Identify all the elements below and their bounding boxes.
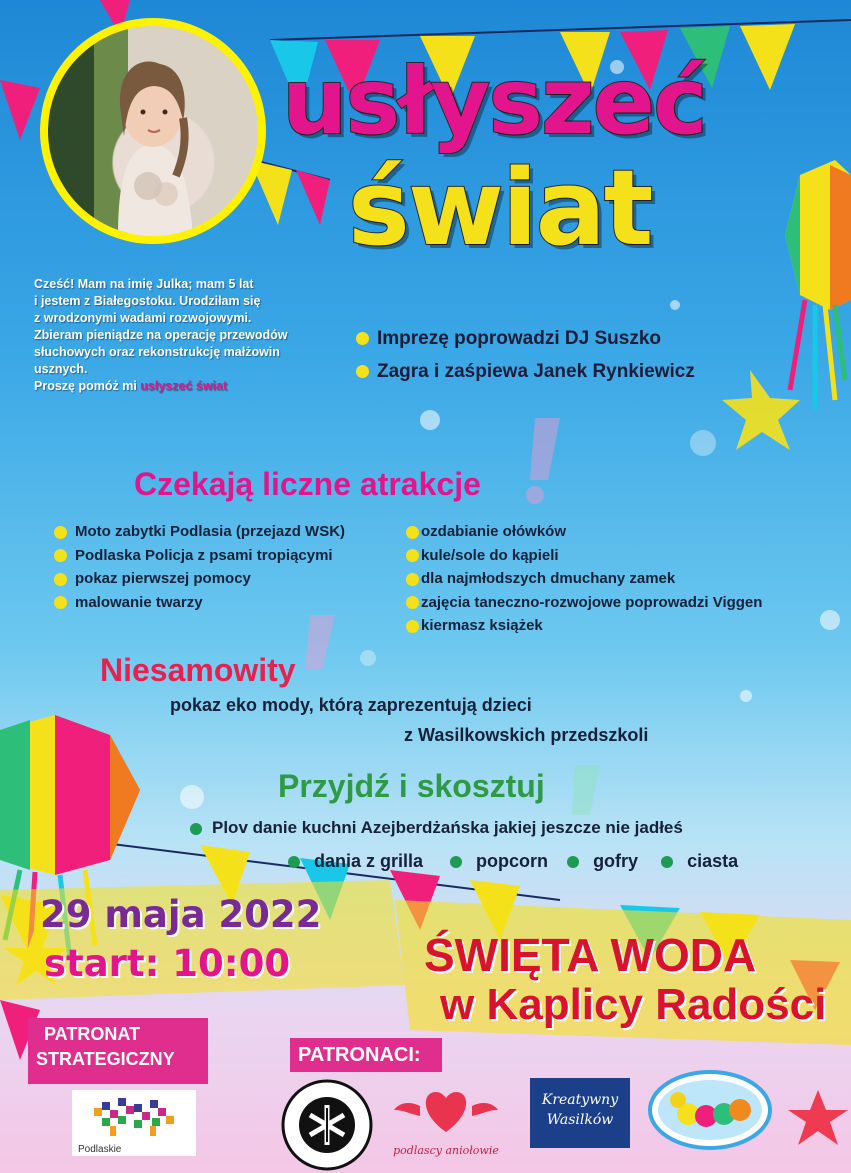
list-item [406, 544, 762, 568]
list-item-text: dla najmłodszych dmuchany zamek [421, 570, 676, 587]
fashion-heading: Niesamowity [100, 652, 296, 688]
list-item [406, 591, 762, 615]
bullet-icon [54, 573, 67, 586]
event-place-line-2: w Kaplicy Radości [440, 980, 827, 1029]
bullet-icon [661, 856, 673, 868]
attractions-right-list [406, 520, 762, 638]
list-item-text: pokaz pierwszej pomocy [75, 570, 251, 587]
strategic-patron-label [28, 1018, 208, 1084]
food-heading: Przyjdź i skosztuj [278, 768, 545, 804]
kindergarten-logo [648, 1070, 772, 1150]
podlascy-aniolowie-logo [390, 1080, 502, 1164]
podlascy-aniolowie-text: podlascy aniołowie [393, 1144, 499, 1157]
kreatywny-line-2: Wasilków [546, 1112, 614, 1128]
list-item [54, 591, 345, 615]
bullet-icon [567, 856, 579, 868]
intro-line: z wrodzonymi wadami rozwojowymi. [34, 311, 252, 325]
list-item-text: zajęcia taneczno-rozwojowe poprowadzi Viggen [421, 593, 763, 611]
bullet-icon [288, 856, 300, 868]
girl-photo [48, 26, 258, 236]
bullet-icon [54, 526, 67, 539]
kindergarten-caterpillar-icon [648, 1070, 772, 1150]
list-item [54, 567, 345, 591]
list-item: gofry [593, 851, 639, 871]
bullet-icon [450, 856, 462, 868]
list-item: popcorn [476, 851, 549, 871]
kreatywny-line-1: Kreatywny [541, 1092, 619, 1108]
title-line-2: świat [348, 147, 652, 269]
girl-photo-frame [40, 18, 266, 244]
intro-plea [34, 378, 334, 395]
winged-heart-icon [390, 1080, 502, 1140]
fashion-line-1: pokaz eko mody, którą zaprezentują dzieci [170, 695, 532, 715]
bullet-icon [406, 573, 419, 586]
patrons-label: PATRONACI: [290, 1038, 442, 1072]
bison-logo-icon [72, 1090, 196, 1140]
list-item [54, 544, 345, 568]
strategic-patron-line-2: STRATEGICZNY [36, 1049, 175, 1069]
list-item-text: kiermasz książek [421, 617, 543, 634]
list-item [406, 520, 762, 544]
host-singer-text: Zagra i zaśpiewa Janek Rynkiewicz [377, 361, 695, 382]
food-main [190, 816, 683, 840]
intro-line: słuchowych oraz rekonstrukcję małżowin [34, 345, 280, 359]
podlaskie-logo-text: Podlaskie [78, 1144, 122, 1155]
podlaskie-logo [72, 1090, 196, 1156]
list-item-text: Moto zabytki Podlasia (przejazd WSK) [75, 523, 346, 540]
bullet-icon [356, 365, 369, 378]
bullet-icon [406, 620, 419, 633]
attractions-left-list [54, 520, 345, 614]
intro-line: Cześć! Mam na imię Julka; mam 5 lat [34, 277, 254, 291]
title-line-1: usłyszeć [282, 48, 706, 155]
bullet-icon [190, 823, 202, 835]
list-item-text: ozdabianie ołówków [421, 523, 567, 540]
girl-portrait-icon [48, 26, 258, 236]
list-item [406, 567, 762, 591]
bullet-icon [54, 549, 67, 562]
intro-plea-prefix: Proszę pomóż mi [34, 379, 137, 393]
event-date: 29 maja 2022 [40, 893, 322, 936]
attractions-heading: Czekają liczne atrakcje [134, 466, 481, 502]
list-item-text: Podlaska Policja z psami tropiącymi [75, 546, 333, 564]
list-item-text: kule/sole do kąpieli [421, 546, 559, 564]
lantern-right [785, 160, 851, 410]
list-item: dania z grilla [314, 851, 424, 871]
intro-plea-highlight: usłyszeć świat [140, 379, 228, 393]
host-singer [356, 361, 695, 383]
intro-text [34, 276, 334, 395]
fashion-line-2: z Wasilkowskich przedszkoli [404, 725, 649, 745]
host-dj-text: Imprezę poprowadzi DJ Suszko [377, 328, 661, 349]
rescue-group-logo [280, 1078, 374, 1172]
bullet-icon [406, 526, 419, 539]
host-dj [356, 328, 661, 350]
bullet-icon [406, 549, 419, 562]
intro-line: Zbieram pieniądze na operację przewodów [34, 328, 288, 342]
list-item [54, 520, 345, 544]
bullet-icon [54, 596, 67, 609]
list-item [406, 614, 762, 638]
kreatywny-wasilkow-logo [530, 1078, 630, 1148]
list-item: ciasta [687, 851, 739, 871]
strategic-patron-line-1: PATRONAT [44, 1024, 140, 1044]
intro-line: usznych. [34, 362, 88, 376]
event-place-line-1: ŚWIĘTA WODA [424, 929, 757, 981]
event-start-time: start: 10:00 [44, 942, 291, 985]
food-items [288, 850, 738, 874]
bullet-icon [356, 332, 369, 345]
intro-line: i jestem z Białegostoku. Urodziłam się [34, 294, 261, 308]
food-main-text: Plov danie kuchni Azejberdżańska jakiej jeszcze nie jadłeś [212, 818, 683, 837]
list-item-text: malowanie twarzy [75, 593, 203, 611]
bullet-icon [406, 596, 419, 609]
